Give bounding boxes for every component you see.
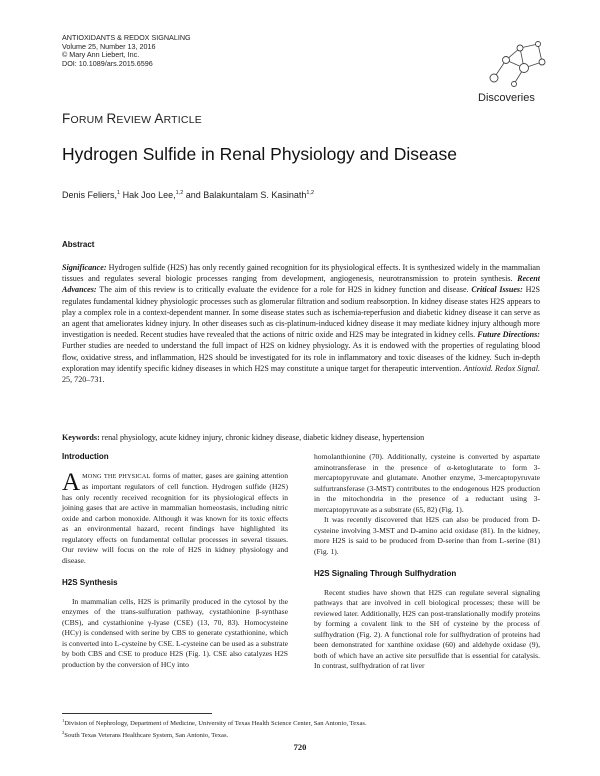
abstract-label-issues: Critical Issues: <box>471 285 523 295</box>
discoveries-badge <box>478 38 558 104</box>
section-label-letter: R <box>106 111 117 126</box>
author-affiliation: 1 <box>117 190 121 196</box>
journal-volume: Volume 25, Number 13, 2016 <box>62 41 156 51</box>
abstract-label-significance: Significance: <box>62 263 107 272</box>
section-label <box>62 111 202 126</box>
footnote-1 <box>62 717 367 729</box>
section-label-letter: A <box>154 111 164 126</box>
intro-text: forms of matter, gases are gaining attention as important regulators of cell function. Hydrogen sulfide (H2S) has only recently received recognition for its physiological effects in joining gases that are active in mammalian homeostasis, including nitric oxide and carbon monoxide. Although it was known for its toxic effects as an environmental hazard, recent findings have highlighted its regulatory effects on fundamental cellular processes in several tissues. Our review will focus on the role of H2S in kidney physiology and disease. <box>62 470 289 565</box>
abstract-text-issues: H2S regulates fundamental kidney physiologic processes such as glomerular filtration and sodium reabsorption. In kidney disease states H2S appears to play a complex role in a context-dependent manner. In some disease states such as ischemia-reperfusion and diabetic kidney disease it can serve as an agent that ameliorates kidney injury. In other diseases such as cis-platinum-induced kidney disease it may mediate kidney injury although more investigation is needed. Recent studies have revealed that the actions of nitric oxide and H2S may be integrated in kidney cells. <box>62 285 540 340</box>
article-title: Hydrogen Sulfide in Renal Physiology and Disease <box>62 144 457 164</box>
keywords <box>62 432 540 443</box>
intro-smallcaps: MONG THE PHYSICAL <box>82 472 151 480</box>
journal-name: ANTIOXIDANTS & REDOX SIGNALING <box>62 33 191 42</box>
footnote-marker: 1 <box>62 718 65 723</box>
author-affiliation: 1,2 <box>306 190 315 196</box>
drop-cap: A <box>62 468 81 496</box>
discoveries-network-icon <box>484 38 550 90</box>
continued-paragraph: homolanthionine (70). Additionally, cysteine is converted by aspartate aminotransferase in the presence of α-ketoglutarate to form 3-mercaptopyruvate and glutamate. Another enzyme, 3-mercaptopyruvate sulfurtransferase (3-MST) contributes to the endogenous H2S production in the mitochondria in the presence of a reductant using 3-mercaptopyruvate as a substrate (65, 82) (Fig. 1). <box>314 452 540 514</box>
footnote-divider <box>62 713 212 714</box>
abstract-text-significance: Hydrogen sulfide (H2S) has only recently gained recognition for its physiological effects. It is synthesized widely in the mammalian tissues and regulates several biologic processes ranging from development, angiogenesis, neurotransmission to protein synthesis. <box>62 263 540 284</box>
section-label-part: ORUM <box>70 114 107 126</box>
synthesis-heading: H2S Synthesis <box>62 578 118 587</box>
author-name: and Balakuntalam S. Kasinath <box>183 190 307 200</box>
abstract-label-directions: Future Directions: <box>477 330 540 340</box>
signaling-paragraph: Recent studies have shown that H2S can regulate several signaling pathways that are involved in cell biological processes; these will be reviewed later. Additionally, H2S can post-translationally modify proteins by forming a covalent link to the SH of cysteine by the process of sulfhydration (Fig. 2). A functional role for sulfhydration of proteins had been demonstrated for xanthine oxidase (60) and aldehyde oxidase (9), both of which have an active site persulfide that is essential for catalysis. In contrast, sulfhydration of rat liver <box>314 587 540 670</box>
section-label-part: EVIEW <box>116 114 155 126</box>
author-list <box>62 190 314 200</box>
author-name: Hak Joo Lee, <box>120 190 176 200</box>
abstract-text-advances: The aim of this review is to critically evaluate the evidence for a role for H2S in kidney function and disease. <box>96 285 472 295</box>
introduction-heading: Introduction <box>62 452 109 461</box>
journal-header <box>62 34 191 68</box>
journal-doi: DOI: 10.1089/ars.2015.6596 <box>62 58 153 68</box>
page-number: 720 <box>293 742 307 752</box>
section-label-letter: F <box>62 111 71 126</box>
abstract-label-advances: Recent Advances: <box>62 274 540 295</box>
left-column <box>62 452 288 670</box>
second-paragraph: It was recently discovered that H2S can also be produced from D-cysteine involving 3-MST and D-amino acid oxidase (81). In the kidney, more H2S is said to be produced from D-serine than from L-serine (81) (Fig. 1). <box>314 515 540 556</box>
right-column <box>314 452 540 672</box>
footnote-marker: 2 <box>62 729 65 735</box>
keywords-text: renal physiology, acute kidney injury, chronic kidney disease, diabetic kidney disease, hypertension <box>99 433 425 442</box>
abstract-body <box>62 262 540 385</box>
footnote-2 <box>62 729 367 741</box>
author-affiliation: 1,2 <box>175 190 184 196</box>
author-name: Denis Feliers, <box>62 190 118 200</box>
section-label-part: RTICLE <box>163 114 202 126</box>
footnotes <box>62 717 367 741</box>
discoveries-label: Discoveries <box>478 92 535 104</box>
abstract-heading: Abstract <box>62 240 95 249</box>
signaling-heading: H2S Signaling Through Sulfhydration <box>314 569 457 578</box>
citation-journal: Antioxid. Redox Signal. <box>463 363 540 373</box>
footnote-text: South Texas Veterans Healthcare System, San Antonio, Texas. <box>64 732 229 740</box>
footnote-text: Division of Nephrology, Department of Medicine, University of Texas Health Science Center, San Antonio, Texas. <box>64 720 367 728</box>
synthesis-paragraph: In mammalian cells, H2S is primarily produced in the cytosol by the enzymes of the trans-sulfuration pathway, cystathionine β-synthase (CBS), and cystathionine γ-lyase (CSE) (13, 70, 83). Homocysteine (HCy) is condensed with serine by CBS to generate cystathionine, which is converted into L-cysteine by CSE. L-cysteine can be used as a substrate by both CBS and CSE to produce H2S (Fig. 1). CSE also catalyzes H2S production by the conversion of HCy into <box>62 596 288 669</box>
keywords-label: Keywords: <box>62 433 100 442</box>
journal-copyright: © Mary Ann Liebert, Inc. <box>62 50 140 60</box>
introduction-paragraph <box>62 468 289 567</box>
abstract-text-directions: Further studies are needed to understand the full impact of H2S on kidney physiology. As it is endowed with the properties of regulating blood flow, oxidative stress, and inflammation, H2S should be investigated for its role in inflammatory and toxic diseases of the kidney. Such in-depth exploration may identify specific kidney diseases in which H2S may constitute a unique target for therapeutic intervention. <box>62 341 540 373</box>
citation-reference: 25, 720–731. <box>62 375 105 385</box>
